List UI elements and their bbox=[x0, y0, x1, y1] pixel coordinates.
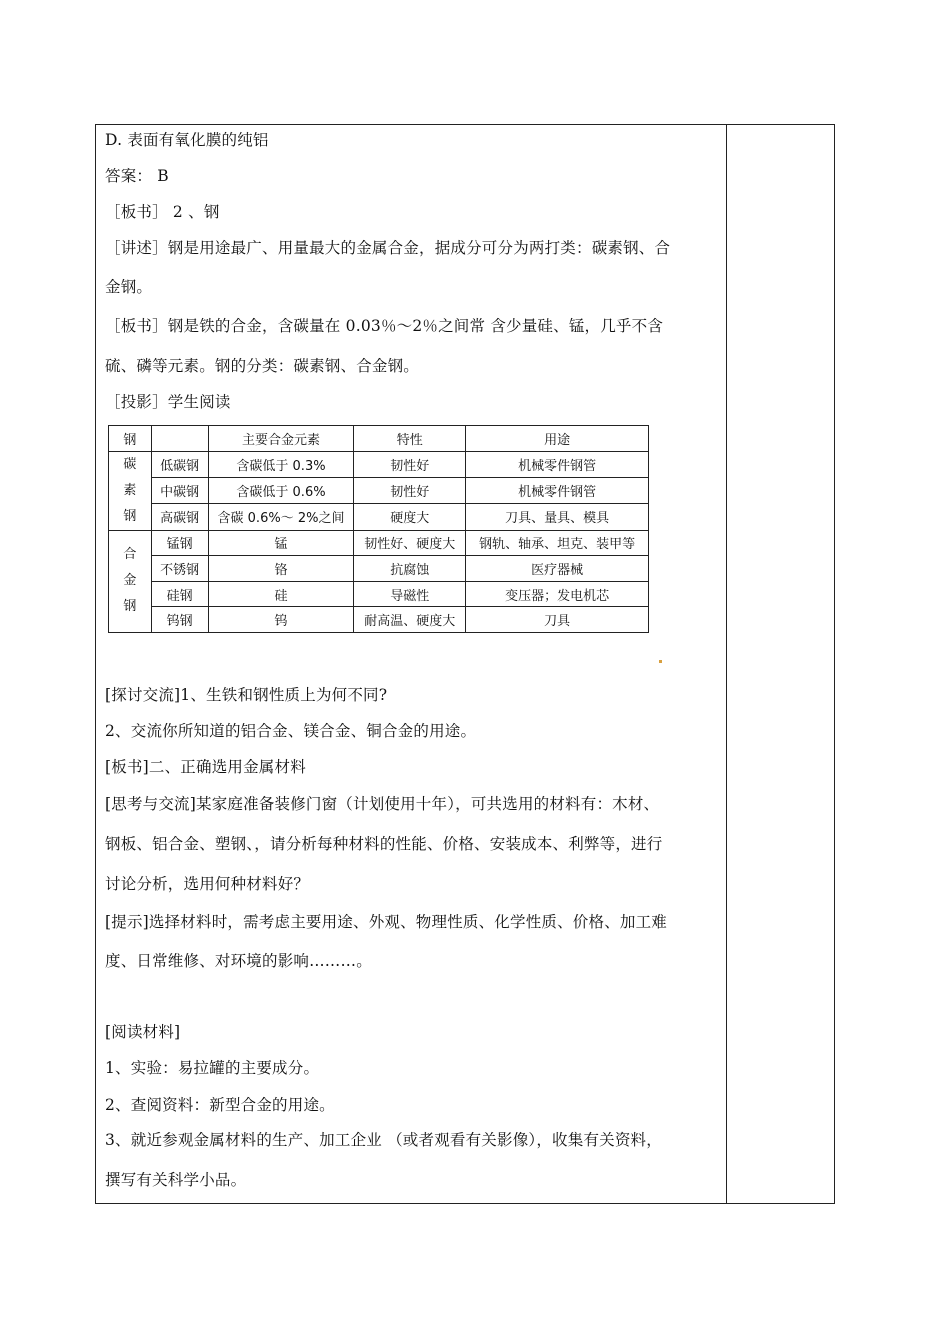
table-cell: 含碳 0.6%～ 2%之间 bbox=[208, 504, 354, 530]
table-header-cell: 主要合金元素 bbox=[208, 426, 354, 452]
table-cell: 不锈钢 bbox=[151, 556, 208, 582]
text-line: 讨论分析，选用何种材料好？ bbox=[105, 875, 310, 893]
text-line: 答案： B bbox=[105, 167, 169, 185]
table-cell: 高碳钢 bbox=[151, 504, 208, 530]
text-line: 硫、磷等元素。钢的分类：碳素钢、合金钢。 bbox=[105, 357, 420, 375]
group-char: 钢 bbox=[123, 599, 137, 615]
group-label-alloy-steel bbox=[109, 530, 152, 632]
text-line: ［板书］钢是铁的合金，含碳量在 0.03％～2％之间常 含少量硅、锰，几乎不含 bbox=[105, 317, 664, 335]
table-row bbox=[109, 607, 649, 633]
text-line: [思考与交流]某家庭准备装修门窗（计划使用十年），可共选用的材料有：木材、 bbox=[105, 795, 660, 813]
table-cell: 硅 bbox=[208, 581, 354, 607]
group-char: 素 bbox=[123, 482, 137, 498]
group-char: 金 bbox=[123, 573, 137, 589]
table-cell: 刀具、量具、模具 bbox=[466, 504, 649, 530]
table-cell: 机械零件钢管 bbox=[466, 451, 649, 477]
table-cell: 硅钢 bbox=[151, 581, 208, 607]
text-line: 撰写有关科学小品。 bbox=[105, 1171, 247, 1189]
text-line: ［投影］学生阅读 bbox=[105, 393, 231, 411]
text-line: 金钢。 bbox=[105, 278, 153, 296]
steel-table bbox=[108, 425, 649, 633]
text-line: 2、交流你所知道的铝合金、镁合金、铜合金的用途。 bbox=[105, 722, 477, 740]
text-line: D. 表面有氧化膜的纯铝 bbox=[105, 131, 269, 149]
text-line: [提示]选择材料时，需考虑主要用途、外观、物理性质、化学性质、价格、加工难 bbox=[105, 913, 667, 931]
page-frame bbox=[95, 124, 835, 1204]
group-char: 钢 bbox=[123, 508, 137, 524]
table-row bbox=[109, 477, 649, 503]
table-cell: 刀具 bbox=[466, 607, 649, 633]
table-cell: 医疗器械 bbox=[466, 556, 649, 582]
table-cell: 低碳钢 bbox=[151, 451, 208, 477]
table-cell: 抗腐蚀 bbox=[354, 556, 466, 582]
table-cell: 钨钢 bbox=[151, 607, 208, 633]
table-header-cell: 用途 bbox=[466, 426, 649, 452]
table-cell: 中碳钢 bbox=[151, 477, 208, 503]
table-cell: 铬 bbox=[208, 556, 354, 582]
table-cell: 锰钢 bbox=[151, 530, 208, 556]
table-header-cell: 特性 bbox=[354, 426, 466, 452]
text-line: [探讨交流]1、生铁和钢性质上为何不同? bbox=[105, 686, 388, 704]
text-line: 1、实验：易拉罐的主要成分。 bbox=[105, 1059, 320, 1077]
table-row bbox=[109, 530, 649, 556]
table-row bbox=[109, 504, 649, 530]
table-header-row bbox=[109, 426, 649, 452]
table-row bbox=[109, 451, 649, 477]
column-divider bbox=[726, 124, 727, 1204]
text-line: [板书]二、正确选用金属材料 bbox=[105, 758, 306, 776]
table-cell: 钨 bbox=[208, 607, 354, 633]
table-cell: 耐高温、硬度大 bbox=[354, 607, 466, 633]
table-header-cell bbox=[151, 426, 208, 452]
table-cell: 机械零件钢管 bbox=[466, 477, 649, 503]
table-cell: 韧性好 bbox=[354, 451, 466, 477]
text-line: 3、就近参观金属材料的生产、加工企业 （或者观看有关影像），收集有关资料， bbox=[105, 1131, 662, 1149]
table-cell: 硬度大 bbox=[354, 504, 466, 530]
table-cell: 锰 bbox=[208, 530, 354, 556]
speck-mark bbox=[659, 660, 662, 663]
group-char: 碳 bbox=[123, 456, 137, 472]
group-char: 合 bbox=[123, 547, 137, 563]
table-cell: 韧性好、硬度大 bbox=[354, 530, 466, 556]
table-cell: 含碳低于 0.3% bbox=[208, 451, 354, 477]
table-row bbox=[109, 556, 649, 582]
text-line: [阅读材料] bbox=[105, 1023, 181, 1041]
text-line: ［讲述］钢是用途最广、用量最大的金属合金，据成分可分为两打类：碳素钢、合 bbox=[105, 239, 671, 257]
table-cell: 钢轨、轴承、坦克、装甲等 bbox=[466, 530, 649, 556]
group-label-carbon-steel bbox=[109, 451, 152, 530]
table-header-cell: 钢 bbox=[109, 426, 152, 452]
text-line: 钢板、铝合金、塑钢、，请分析每种材料的性能、价格、安装成本、利弊等，进行 bbox=[105, 835, 663, 853]
text-line: 2、查阅资料：新型合金的用途。 bbox=[105, 1096, 335, 1114]
table-cell: 韧性好 bbox=[354, 477, 466, 503]
text-line: ［板书］ 2 、钢 bbox=[105, 203, 220, 221]
table-cell: 含碳低于 0.6% bbox=[208, 477, 354, 503]
table-row bbox=[109, 581, 649, 607]
table-cell: 导磁性 bbox=[354, 581, 466, 607]
text-line: 度、日常维修、对环境的影响………。 bbox=[105, 952, 372, 970]
table-cell: 变压器；发电机芯 bbox=[466, 581, 649, 607]
